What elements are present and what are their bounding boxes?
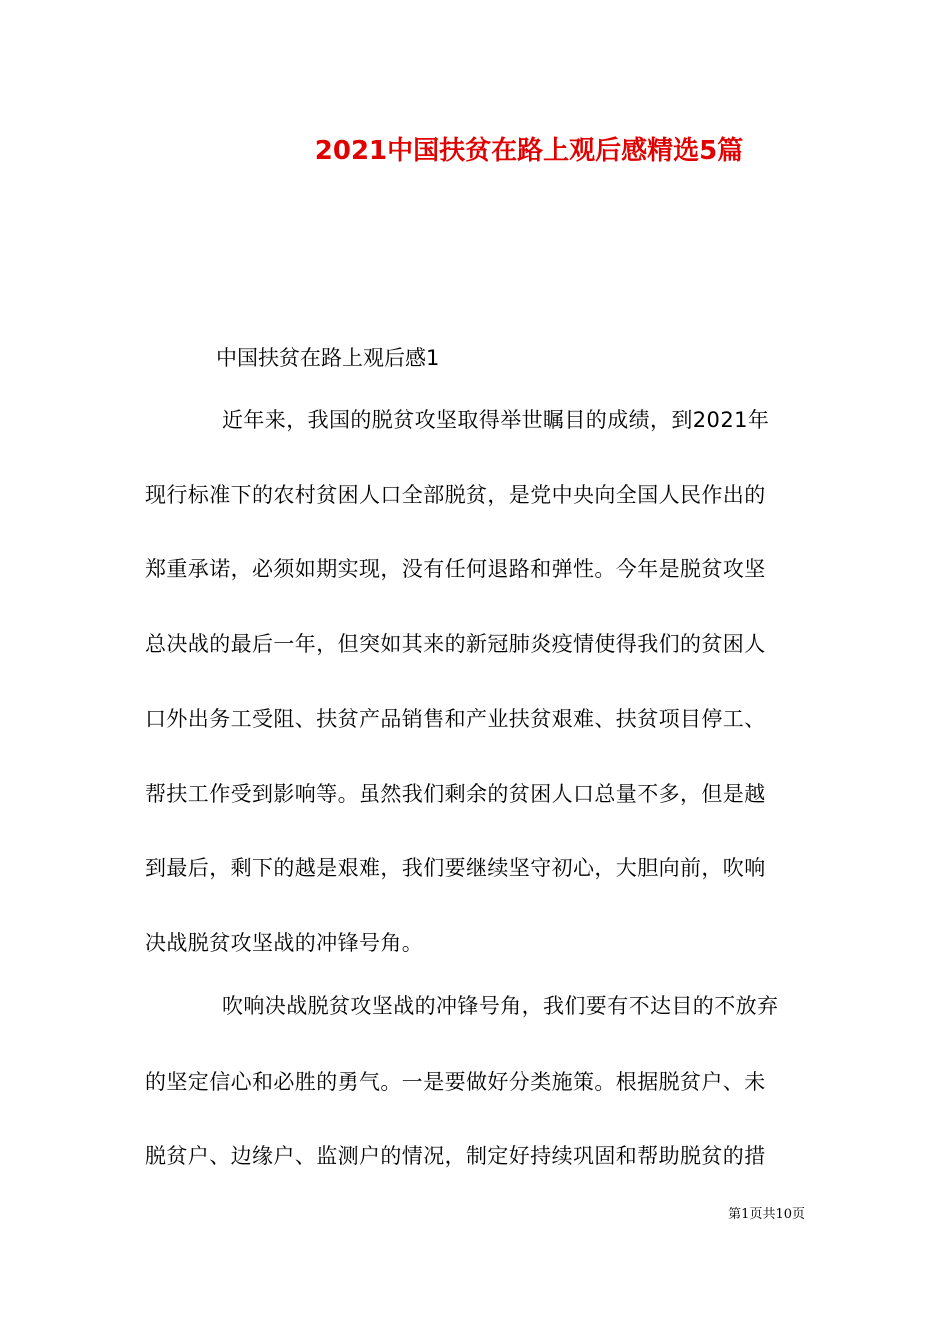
paragraph-line: 吹响决战脱贫攻坚战的冲锋号角，我们要有不达目的不放弃 bbox=[222, 994, 779, 1018]
paragraph-line: 郑重承诺，必须如期实现，没有任何退路和弹性。今年是脱贫攻坚 bbox=[145, 557, 766, 581]
paragraph-line: 的坚定信心和必胜的勇气。一是要做好分类施策。根据脱贫户、未 bbox=[145, 1070, 766, 1094]
page-number: 第1页共10页 bbox=[728, 1207, 805, 1222]
paragraph-line: 决战脱贫攻坚战的冲锋号角。 bbox=[145, 931, 424, 955]
paragraph-line: 脱贫户、边缘户、监测户的情况，制定好持续巩固和帮助脱贫的措 bbox=[145, 1144, 766, 1168]
section-heading: 中国扶贫在路上观后感1 bbox=[216, 346, 440, 370]
document-title: 2021中国扶贫在路上观后感精选5篇 bbox=[314, 136, 744, 166]
paragraph-line: 近年来，我国的脱贫攻坚取得举世瞩目的成绩，到2021年 bbox=[222, 408, 770, 432]
paragraph-line: 帮扶工作受到影响等。虽然我们剩余的贫困人口总量不多，但是越 bbox=[145, 782, 766, 806]
paragraph-line: 现行标准下的农村贫困人口全部脱贫，是党中央向全国人民作出的 bbox=[145, 483, 766, 507]
paragraph-line: 口外出务工受阻、扶贫产品销售和产业扶贫艰难、扶贫项目停工、 bbox=[145, 707, 766, 731]
paragraph-line: 到最后，剩下的越是艰难，我们要继续坚守初心，大胆向前，吹响 bbox=[145, 856, 766, 880]
paragraph-line: 总决战的最后一年，但突如其来的新冠肺炎疫情使得我们的贫困人 bbox=[145, 632, 766, 656]
